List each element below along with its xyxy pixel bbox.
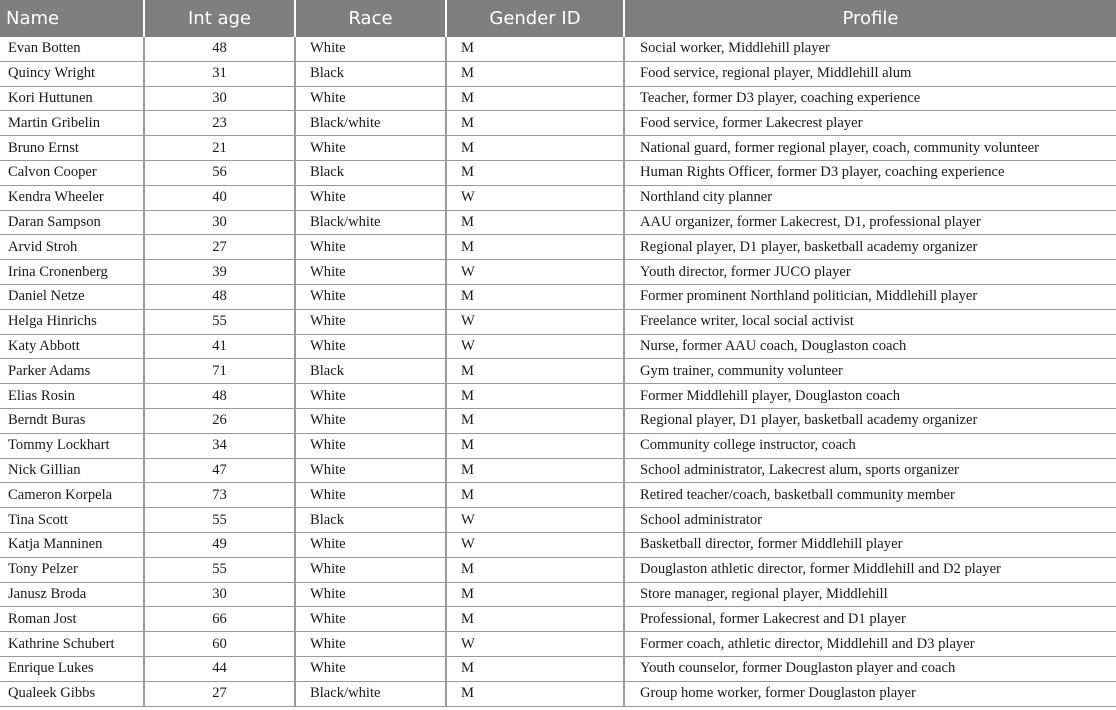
- cell-profile: AAU organizer, former Lakecrest, D1, professional player: [624, 210, 1116, 235]
- cell-int-age: 26: [144, 408, 295, 433]
- cell-profile: Teacher, former D3 player, coaching experience: [624, 86, 1116, 111]
- cell-name: Helga Hinrichs: [0, 309, 144, 334]
- cell-gender-id: M: [446, 458, 624, 483]
- cell-gender-id: M: [446, 607, 624, 632]
- cell-profile: Food service, regional player, Middlehill alum: [624, 61, 1116, 86]
- cell-int-age: 71: [144, 359, 295, 384]
- cell-int-age: 48: [144, 284, 295, 309]
- table-row: [0, 235, 1116, 260]
- cell-gender-id: M: [446, 582, 624, 607]
- cell-int-age: 30: [144, 210, 295, 235]
- cell-gender-id: M: [446, 86, 624, 111]
- cell-profile: Gym trainer, community volunteer: [624, 359, 1116, 384]
- cell-gender-id: M: [446, 37, 624, 61]
- cell-name: Daniel Netze: [0, 284, 144, 309]
- cell-race: Black/white: [295, 681, 446, 706]
- cell-race: White: [295, 136, 446, 161]
- cell-int-age: 30: [144, 582, 295, 607]
- cell-race: White: [295, 235, 446, 260]
- cell-gender-id: M: [446, 235, 624, 260]
- cell-profile: Former coach, athletic director, Middlehill and D3 player: [624, 632, 1116, 657]
- cell-race: White: [295, 309, 446, 334]
- cell-name: Kathrine Schubert: [0, 632, 144, 657]
- cell-gender-id: W: [446, 334, 624, 359]
- cell-int-age: 55: [144, 508, 295, 533]
- cell-race: Black/white: [295, 210, 446, 235]
- table-row: [0, 185, 1116, 210]
- cell-gender-id: M: [446, 483, 624, 508]
- cell-gender-id: M: [446, 359, 624, 384]
- table-row: [0, 458, 1116, 483]
- cell-race: White: [295, 483, 446, 508]
- cell-race: White: [295, 334, 446, 359]
- cell-name: Arvid Stroh: [0, 235, 144, 260]
- cell-int-age: 27: [144, 235, 295, 260]
- cell-int-age: 55: [144, 557, 295, 582]
- table-row: [0, 508, 1116, 533]
- table-row: [0, 334, 1116, 359]
- cell-name: Tina Scott: [0, 508, 144, 533]
- cell-profile: Freelance writer, local social activist: [624, 309, 1116, 334]
- cell-gender-id: W: [446, 508, 624, 533]
- cell-race: White: [295, 260, 446, 285]
- table-row: [0, 582, 1116, 607]
- table-row: [0, 210, 1116, 235]
- cell-race: White: [295, 557, 446, 582]
- table-row: [0, 483, 1116, 508]
- table-row: [0, 359, 1116, 384]
- cell-gender-id: W: [446, 260, 624, 285]
- cell-name: Kendra Wheeler: [0, 185, 144, 210]
- table-row: [0, 408, 1116, 433]
- cell-race: White: [295, 656, 446, 681]
- cell-name: Qualeek Gibbs: [0, 681, 144, 706]
- table-row: [0, 284, 1116, 309]
- cell-gender-id: M: [446, 61, 624, 86]
- table-row: [0, 260, 1116, 285]
- cell-int-age: 31: [144, 61, 295, 86]
- cell-race: White: [295, 86, 446, 111]
- cell-profile: Regional player, D1 player, basketball academy organizer: [624, 235, 1116, 260]
- cell-race: Black: [295, 160, 446, 185]
- cell-gender-id: W: [446, 532, 624, 557]
- cell-name: Janusz Broda: [0, 582, 144, 607]
- cell-profile: Retired teacher/coach, basketball community member: [624, 483, 1116, 508]
- cell-profile: Douglaston athletic director, former Middlehill and D2 player: [624, 557, 1116, 582]
- table-row: [0, 86, 1116, 111]
- cell-name: Cameron Korpela: [0, 483, 144, 508]
- cell-gender-id: M: [446, 284, 624, 309]
- cell-profile: Store manager, regional player, Middlehill: [624, 582, 1116, 607]
- cell-name: Enrique Lukes: [0, 656, 144, 681]
- cell-name: Parker Adams: [0, 359, 144, 384]
- cell-profile: Northland city planner: [624, 185, 1116, 210]
- header-int-age: Int age: [144, 0, 295, 37]
- cell-name: Bruno Ernst: [0, 136, 144, 161]
- cell-name: Tommy Lockhart: [0, 433, 144, 458]
- cell-gender-id: M: [446, 210, 624, 235]
- cell-int-age: 21: [144, 136, 295, 161]
- cell-int-age: 66: [144, 607, 295, 632]
- table-row: [0, 37, 1116, 61]
- cell-profile: National guard, former regional player, coach, community volunteer: [624, 136, 1116, 161]
- cell-race: White: [295, 384, 446, 409]
- cell-name: Calvon Cooper: [0, 160, 144, 185]
- cell-race: White: [295, 532, 446, 557]
- cell-race: White: [295, 433, 446, 458]
- cell-race: White: [295, 632, 446, 657]
- cell-profile: Youth counselor, former Douglaston player and coach: [624, 656, 1116, 681]
- cell-name: Martin Gribelin: [0, 111, 144, 136]
- cell-name: Katja Manninen: [0, 532, 144, 557]
- cell-profile: Basketball director, former Middlehill player: [624, 532, 1116, 557]
- cell-profile: Former Middlehill player, Douglaston coach: [624, 384, 1116, 409]
- cell-int-age: 44: [144, 656, 295, 681]
- cell-int-age: 60: [144, 632, 295, 657]
- cell-gender-id: M: [446, 656, 624, 681]
- cell-gender-id: M: [446, 557, 624, 582]
- cell-int-age: 48: [144, 37, 295, 61]
- cell-name: Katy Abbott: [0, 334, 144, 359]
- cell-gender-id: M: [446, 136, 624, 161]
- cell-gender-id: W: [446, 309, 624, 334]
- cell-int-age: 34: [144, 433, 295, 458]
- cell-name: Elias Rosin: [0, 384, 144, 409]
- table-header: [0, 0, 1116, 37]
- cell-race: White: [295, 284, 446, 309]
- cell-race: Black/white: [295, 111, 446, 136]
- cell-int-age: 27: [144, 681, 295, 706]
- table-row: [0, 111, 1116, 136]
- cell-profile: Nurse, former AAU coach, Douglaston coach: [624, 334, 1116, 359]
- cell-name: Berndt Buras: [0, 408, 144, 433]
- cell-gender-id: W: [446, 185, 624, 210]
- cell-name: Irina Cronenberg: [0, 260, 144, 285]
- cell-race: White: [295, 582, 446, 607]
- table-row: [0, 656, 1116, 681]
- cell-race: Black: [295, 359, 446, 384]
- header-name: Name: [0, 0, 144, 37]
- header-row: [0, 0, 1116, 37]
- cell-race: Black: [295, 508, 446, 533]
- cell-int-age: 30: [144, 86, 295, 111]
- header-race: Race: [295, 0, 446, 37]
- cell-profile: Food service, former Lakecrest player: [624, 111, 1116, 136]
- cell-profile: Former prominent Northland politician, Middlehill player: [624, 284, 1116, 309]
- table-row: [0, 532, 1116, 557]
- cell-name: Roman Jost: [0, 607, 144, 632]
- cell-profile: Regional player, D1 player, basketball academy organizer: [624, 408, 1116, 433]
- cell-int-age: 49: [144, 532, 295, 557]
- cell-profile: School administrator: [624, 508, 1116, 533]
- cell-name: Evan Botten: [0, 37, 144, 61]
- cell-name: Kori Huttunen: [0, 86, 144, 111]
- cell-int-age: 73: [144, 483, 295, 508]
- cell-name: Nick Gillian: [0, 458, 144, 483]
- cell-gender-id: M: [446, 681, 624, 706]
- table-row: [0, 61, 1116, 86]
- table-row: [0, 136, 1116, 161]
- cell-race: White: [295, 408, 446, 433]
- table-row: [0, 632, 1116, 657]
- cell-name: Quincy Wright: [0, 61, 144, 86]
- cell-gender-id: M: [446, 384, 624, 409]
- cell-profile: Professional, former Lakecrest and D1 player: [624, 607, 1116, 632]
- cell-profile: Group home worker, former Douglaston player: [624, 681, 1116, 706]
- cell-int-age: 48: [144, 384, 295, 409]
- cell-gender-id: W: [446, 632, 624, 657]
- cell-race: White: [295, 607, 446, 632]
- cell-race: White: [295, 458, 446, 483]
- table-row: [0, 681, 1116, 706]
- header-gender-id: Gender ID: [446, 0, 624, 37]
- table-body: [0, 37, 1116, 706]
- cell-profile: Human Rights Officer, former D3 player, coaching experience: [624, 160, 1116, 185]
- cell-name: Daran Sampson: [0, 210, 144, 235]
- cell-int-age: 47: [144, 458, 295, 483]
- cell-int-age: 40: [144, 185, 295, 210]
- cell-gender-id: M: [446, 408, 624, 433]
- table-row: [0, 384, 1116, 409]
- cell-int-age: 55: [144, 309, 295, 334]
- cell-profile: Community college instructor, coach: [624, 433, 1116, 458]
- cell-int-age: 41: [144, 334, 295, 359]
- cell-race: Black: [295, 61, 446, 86]
- cell-race: White: [295, 185, 446, 210]
- cell-profile: Youth director, former JUCO player: [624, 260, 1116, 285]
- table-row: [0, 557, 1116, 582]
- table-row: [0, 160, 1116, 185]
- table-row: [0, 309, 1116, 334]
- cell-int-age: 23: [144, 111, 295, 136]
- header-profile: Profile: [624, 0, 1116, 37]
- cell-gender-id: M: [446, 433, 624, 458]
- table-row: [0, 607, 1116, 632]
- cell-gender-id: M: [446, 160, 624, 185]
- cell-int-age: 39: [144, 260, 295, 285]
- cell-gender-id: M: [446, 111, 624, 136]
- cell-race: White: [295, 37, 446, 61]
- table-row: [0, 433, 1116, 458]
- cell-int-age: 56: [144, 160, 295, 185]
- cell-profile: Social worker, Middlehill player: [624, 37, 1116, 61]
- cell-profile: School administrator, Lakecrest alum, sports organizer: [624, 458, 1116, 483]
- cell-name: Tony Pelzer: [0, 557, 144, 582]
